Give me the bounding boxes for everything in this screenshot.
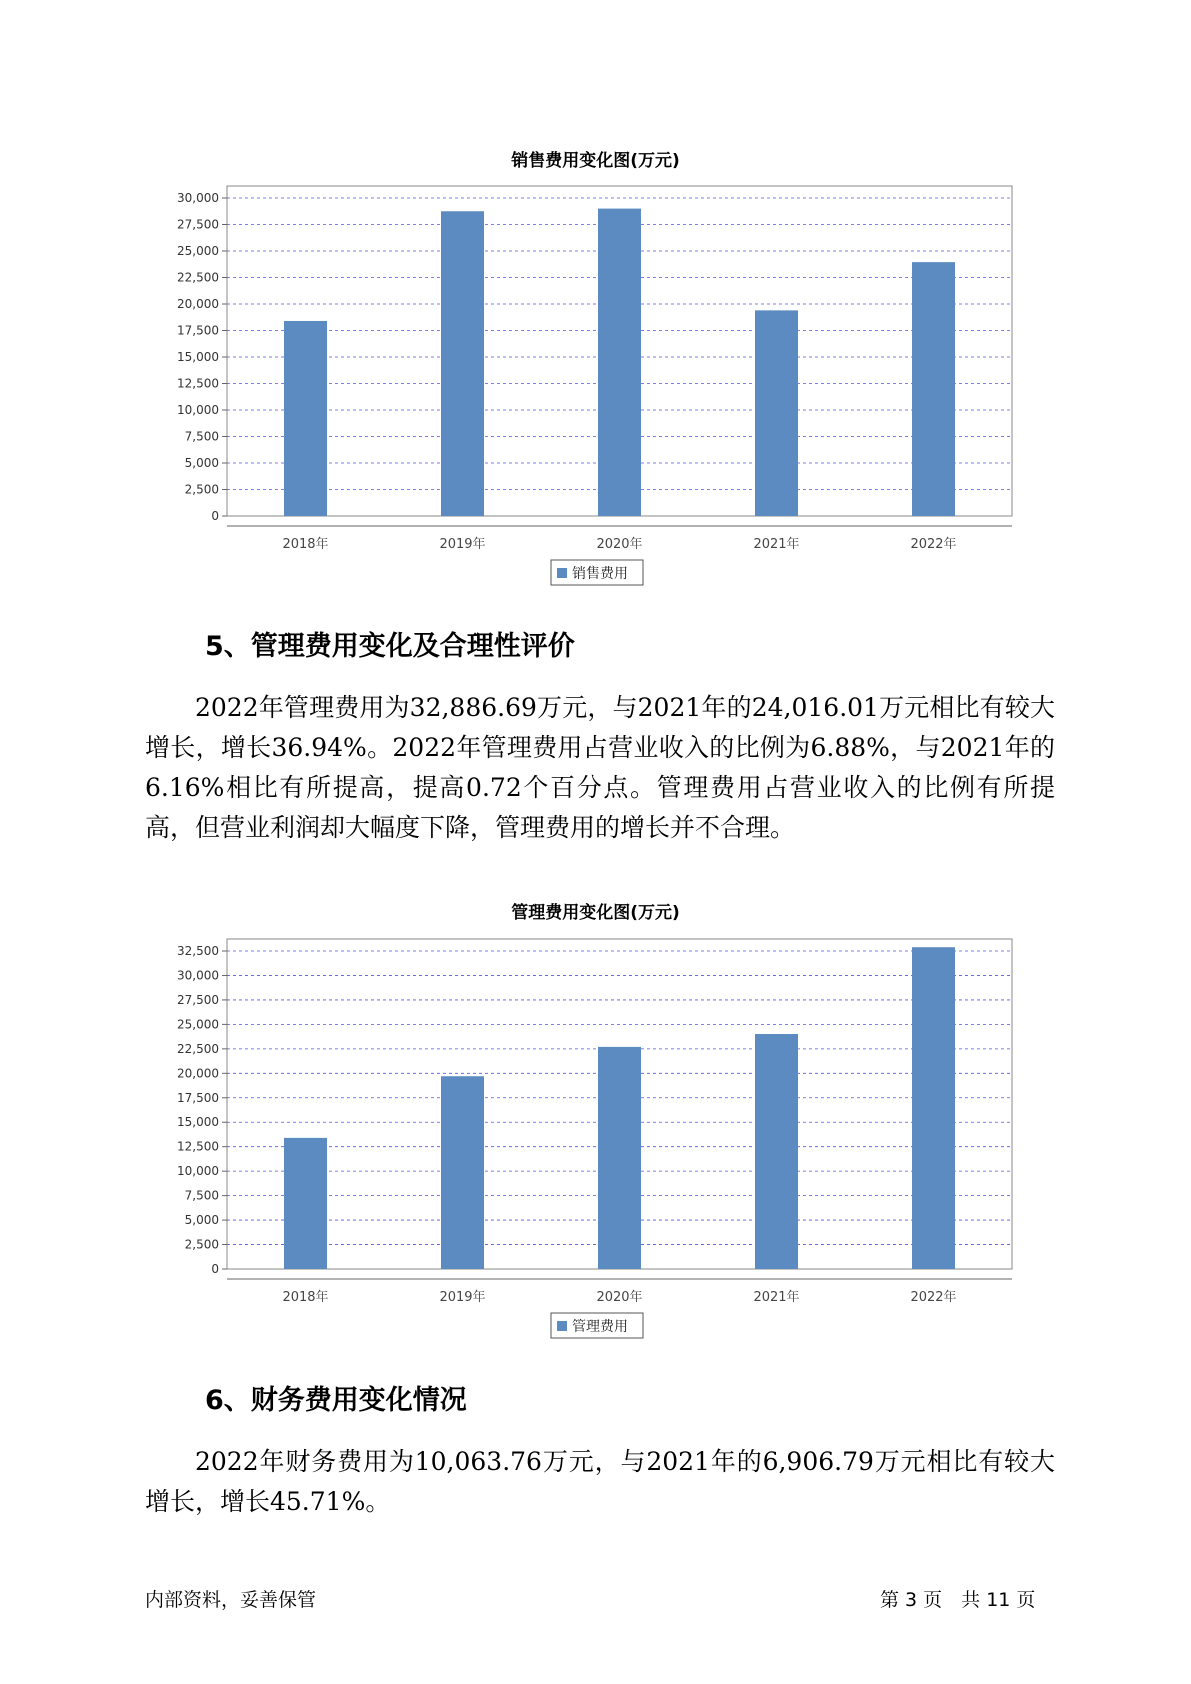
legend-label: 管理费用: [572, 1319, 628, 1335]
bar-2018年: [284, 321, 327, 516]
admin-expense-bar-chart: [0, 925, 1191, 1350]
footer-confidential-note: 内部资料，妥善保管: [145, 1589, 317, 1611]
x-tick-label: 2022年: [910, 1290, 957, 1305]
footer-page-number: 第 3 页 共 11 页: [880, 1589, 1036, 1611]
legend: [551, 1313, 643, 1338]
y-tick-label: 22,500: [177, 270, 219, 285]
x-tick-label: 2019年: [439, 1290, 486, 1305]
section5-text: 2022年管理费用为32,886.69万元，与2021年的24,016.01万元相比有较大增长，增长36.94%。2022年管理费用占营业收入的比例为6.88%，与2021年的6.16%相比有所提高，提高0.72个百分点。管理费用占营业收入的比例有所提高，但营业利润却大幅度下降，管理费用的增长并不合理。: [145, 693, 1055, 842]
y-tick-label: 25,000: [177, 244, 219, 258]
y-tick-label: 30,000: [177, 191, 219, 205]
y-tick-label: 15,000: [177, 350, 219, 364]
legend-swatch: [557, 1321, 567, 1331]
y-tick-label: 10,000: [177, 1164, 219, 1179]
y-tick-label: 2,500: [184, 482, 219, 497]
x-tick-label: 2020年: [596, 1290, 643, 1305]
x-tick-label: 2020年: [596, 537, 643, 552]
y-tick-label: 30,000: [177, 968, 219, 983]
y-tick-label: 20,000: [177, 297, 219, 311]
y-tick-label: 20,000: [177, 1066, 219, 1081]
bar-2021年: [755, 310, 798, 516]
y-tick-label: 15,000: [177, 1115, 219, 1130]
chart1-title: 销售费用变化图(万元): [511, 151, 680, 171]
y-tick-label: 7,500: [184, 1188, 219, 1203]
sales-expense-bar-chart: [0, 172, 1191, 597]
y-tick-label: 7,500: [184, 429, 219, 444]
chart2-title: 管理费用变化图(万元): [511, 903, 680, 923]
y-tick-label: 0: [211, 1262, 219, 1276]
y-tick-label: 0: [211, 509, 219, 523]
y-tick-label: 32,500: [177, 944, 219, 958]
y-tick-label: 17,500: [177, 1090, 219, 1105]
y-tick-label: 5,000: [184, 1213, 219, 1228]
bar-2022年: [912, 947, 955, 1269]
bar-2020年: [598, 209, 641, 516]
y-tick-label: 5,000: [184, 456, 219, 470]
x-tick-label: 2018年: [282, 1290, 329, 1305]
y-tick-label: 27,500: [177, 217, 219, 232]
legend: [551, 560, 643, 585]
y-tick-label: 12,500: [177, 1139, 219, 1154]
x-tick-label: 2018年: [282, 537, 329, 552]
y-tick-label: 25,000: [177, 1017, 219, 1032]
x-tick-label: 2019年: [439, 537, 486, 552]
bar-2021年: [755, 1034, 798, 1269]
bar-2019年: [441, 1076, 484, 1269]
section6-text: 2022年财务费用为10,063.76万元，与2021年的6,906.79万元相比有较大增长，增长45.71%。: [145, 1447, 1055, 1516]
section5-paragraph: [145, 688, 1055, 848]
y-tick-label: 22,500: [177, 1041, 219, 1056]
bar-2020年: [598, 1047, 641, 1269]
y-tick-label: 17,500: [177, 323, 219, 338]
y-tick-label: 27,500: [177, 992, 219, 1007]
y-tick-label: 10,000: [177, 403, 219, 417]
y-tick-label: 2,500: [184, 1237, 219, 1252]
legend-label: 销售费用: [572, 566, 628, 582]
chart1-container: [0, 172, 1191, 597]
section6-heading: 6、财务费用变化情况: [205, 1385, 467, 1416]
y-tick-label: 12,500: [177, 376, 219, 391]
x-tick-label: 2021年: [753, 537, 800, 552]
legend-swatch: [557, 568, 567, 578]
x-tick-label: 2021年: [753, 1290, 800, 1305]
bar-2018年: [284, 1138, 327, 1269]
bar-2022年: [912, 262, 955, 516]
section5-heading: 5、管理费用变化及合理性评价: [205, 631, 575, 662]
chart2-container: [0, 925, 1191, 1350]
x-tick-label: 2022年: [910, 537, 957, 552]
bar-2019年: [441, 211, 484, 516]
section6-paragraph: [145, 1442, 1055, 1522]
